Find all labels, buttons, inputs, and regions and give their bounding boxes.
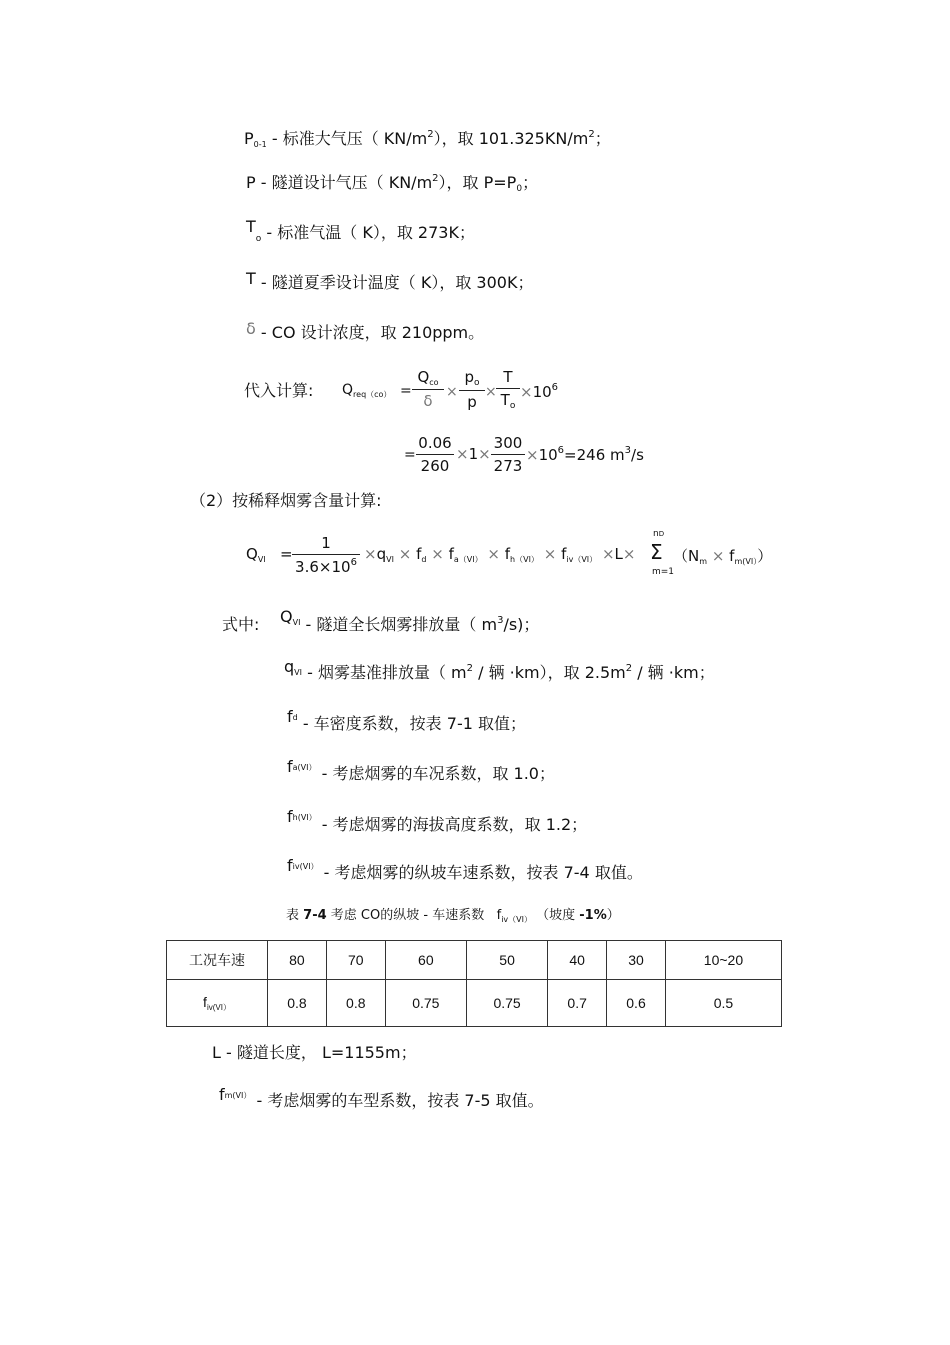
param-dash: - bbox=[260, 323, 267, 342]
def-symbol: f bbox=[287, 707, 293, 726]
def-sup: 2 bbox=[466, 663, 474, 674]
table-cell: 0.8 bbox=[326, 980, 385, 1027]
param-end: ； bbox=[522, 173, 539, 192]
param-delta bbox=[246, 320, 484, 343]
row-label-symbol: f bbox=[203, 993, 207, 1010]
param-sup: 2 bbox=[432, 173, 439, 184]
power-ten bbox=[520, 382, 558, 401]
frac-bar bbox=[496, 388, 520, 389]
times-sign: × bbox=[398, 545, 412, 563]
table-row bbox=[167, 980, 782, 1027]
def-desc: - 考虑烟雾的纵坡车速系数，按表 7-4 取值。 bbox=[323, 863, 643, 882]
coefficient-table bbox=[166, 940, 782, 1027]
caption-num: 7-4 bbox=[303, 908, 327, 923]
ten: 10 bbox=[538, 446, 558, 464]
def-fm bbox=[219, 1082, 544, 1110]
def-qvi-small bbox=[284, 654, 715, 682]
fd-symbol: f bbox=[416, 545, 422, 563]
def-fd bbox=[287, 704, 526, 733]
param-desc: 标准大气压（ KN/m bbox=[282, 129, 428, 148]
def-symbol: q bbox=[284, 657, 295, 676]
fa-sub: a（VI） bbox=[453, 555, 483, 564]
def-desc: - 车密度系数，按表 7-1 取值； bbox=[302, 714, 526, 733]
nm-symbol: （N bbox=[673, 547, 700, 565]
def-symbol: Q bbox=[280, 607, 293, 626]
frac-den-text: 3.6×10 bbox=[295, 558, 351, 576]
param-end: ； bbox=[594, 129, 611, 148]
def-symbol: f bbox=[287, 856, 293, 875]
times-sign: × bbox=[601, 545, 615, 563]
caption-post: （坡度 bbox=[536, 908, 576, 923]
frac-num bbox=[459, 368, 485, 388]
caption-grade: -1% bbox=[579, 908, 607, 923]
calc-lhs-symbol: Q bbox=[342, 382, 354, 398]
sigma-top-sub: D bbox=[658, 530, 665, 538]
param-subscript: 0-1 bbox=[253, 140, 267, 149]
frac-den bbox=[496, 391, 520, 411]
calc-result bbox=[526, 445, 644, 464]
def-desc: - 考虑烟雾的车型系数，按表 7-5 取值。 bbox=[256, 1091, 544, 1110]
def-rest: / 辆 ·km），取 2.5m bbox=[473, 663, 626, 682]
formula2-eq: = bbox=[280, 545, 293, 563]
exponent: 6 bbox=[551, 382, 559, 393]
def-fiv bbox=[287, 853, 643, 882]
formula2-sum-term bbox=[673, 545, 772, 567]
calc2-eq: = bbox=[404, 447, 416, 463]
def-sub: a(VI） bbox=[292, 763, 317, 772]
param-desc: CO 设计浓度，取 210ppm。 bbox=[271, 323, 485, 342]
param-symbol: T bbox=[246, 269, 256, 288]
param-dash: - bbox=[266, 223, 273, 242]
def-symbol: f bbox=[219, 1085, 225, 1104]
param-subscript: o bbox=[255, 234, 262, 244]
param-sup: 2 bbox=[427, 129, 434, 140]
calc-lhs-sub: req（co） bbox=[353, 390, 392, 399]
param-dash: - bbox=[271, 129, 278, 148]
def-sup: 3 bbox=[497, 615, 504, 626]
table-header-cell: 80 bbox=[268, 941, 327, 980]
p-o-symbol: p bbox=[464, 368, 474, 386]
frac-300-273 bbox=[491, 434, 525, 475]
times-sign: × bbox=[622, 545, 636, 563]
def-text bbox=[306, 615, 540, 634]
caption-symbol: f bbox=[496, 908, 502, 923]
def-sub: d bbox=[292, 713, 298, 722]
param-t0 bbox=[246, 217, 475, 244]
times-sign: × bbox=[543, 545, 557, 563]
fh-symbol: f bbox=[504, 545, 511, 563]
table-header-cell: 50 bbox=[466, 941, 547, 980]
formula2-lhs bbox=[246, 545, 266, 564]
frac-qco-delta bbox=[412, 368, 444, 410]
frac-bar bbox=[292, 554, 360, 555]
def-l: L - 隧道长度， L=1155m； bbox=[212, 1043, 417, 1062]
def-desc: - 考虑烟雾的车况系数，取 1.0； bbox=[321, 764, 555, 783]
param-sup2: 2 bbox=[588, 129, 595, 140]
frac-den-sup: 6 bbox=[350, 557, 357, 568]
sigma-symbol: Σ bbox=[650, 540, 663, 564]
frac-formula2 bbox=[292, 534, 360, 576]
def-sub: VI bbox=[292, 618, 301, 627]
close-paren: ） bbox=[757, 547, 773, 565]
defs-label: 式中: bbox=[222, 615, 260, 634]
param-symbol: T bbox=[246, 217, 256, 236]
times-sign: × bbox=[478, 445, 491, 463]
param-desc: 标准气温（ K），取 273K； bbox=[277, 223, 475, 242]
def-desc: - 考虑烟雾的海拔高度系数，取 1.2； bbox=[321, 815, 588, 834]
table-cell: 0.6 bbox=[607, 980, 666, 1027]
sigma-top-n: n bbox=[653, 529, 659, 539]
def-sub: h(VI） bbox=[292, 813, 317, 822]
t-o-sub: o bbox=[509, 401, 516, 411]
fd-sub: d bbox=[421, 555, 427, 564]
table-header-cell: 30 bbox=[607, 941, 666, 980]
formula2-lhs-sub: VI bbox=[257, 555, 266, 564]
param-rest: ），取 101.325KN/m bbox=[433, 129, 589, 148]
frac-t-to bbox=[496, 368, 520, 411]
table-header-cell: 60 bbox=[385, 941, 466, 980]
param-sub: 0 bbox=[516, 184, 523, 194]
frac-den: p bbox=[467, 393, 477, 411]
param-dash: - bbox=[260, 173, 267, 192]
table-row bbox=[167, 941, 782, 980]
times-sign: × bbox=[456, 445, 469, 463]
frac-po-p bbox=[459, 368, 485, 411]
p-o-sub: o bbox=[474, 378, 480, 388]
table-cell: 0.75 bbox=[385, 980, 466, 1027]
def-text bbox=[307, 663, 715, 682]
def-rest: /s)； bbox=[503, 615, 540, 634]
frac-den: 273 bbox=[493, 457, 523, 475]
def-sub: VI bbox=[294, 668, 302, 677]
q-symbol: q bbox=[376, 545, 387, 563]
param-symbol: P bbox=[246, 173, 256, 192]
times-sign: × bbox=[446, 384, 458, 400]
frac-den: δ bbox=[423, 392, 433, 410]
caption-text: 考虑 CO的纵坡 - 车速系数 bbox=[330, 908, 485, 923]
table-row-label bbox=[167, 980, 268, 1027]
calc-lhs bbox=[342, 382, 391, 400]
table-header-cell: 工况车速 bbox=[167, 941, 268, 980]
table-cell: 0.75 bbox=[466, 980, 547, 1027]
ten: 10 bbox=[532, 383, 552, 401]
param-desc: 隧道夏季设计温度（ K），取 300K； bbox=[271, 273, 534, 292]
def-symbol: f bbox=[287, 807, 293, 826]
frac-num: 300 bbox=[493, 434, 523, 452]
def-sub: iv(VI） bbox=[292, 862, 319, 871]
result-sup: 3 bbox=[624, 445, 632, 456]
fm-sub: m(VI） bbox=[734, 557, 758, 566]
def-desc: - 烟雾基准排放量（ m bbox=[307, 663, 467, 682]
row-label-sub: iv(VI） bbox=[206, 1002, 231, 1012]
q-co-sub: co bbox=[429, 378, 439, 387]
fiv-symbol: f bbox=[561, 545, 567, 563]
caption-pre: 表 bbox=[286, 908, 300, 923]
frac-den bbox=[292, 557, 360, 576]
calc-eq: = bbox=[400, 383, 412, 399]
param-rest: ），取 P=P bbox=[438, 173, 517, 192]
fa-symbol: f bbox=[448, 545, 454, 563]
frac-num: T bbox=[503, 368, 513, 386]
fiv-sub: iv（VI） bbox=[566, 555, 598, 564]
def-sup2: 2 bbox=[625, 663, 633, 674]
def-qvi bbox=[280, 604, 540, 634]
result-value: =246 m bbox=[564, 446, 625, 464]
result-unit: /s bbox=[631, 446, 644, 464]
formula2-rhs bbox=[364, 545, 635, 565]
caption-close: ） bbox=[606, 908, 620, 923]
table-caption bbox=[286, 904, 620, 925]
times-sign: × bbox=[526, 446, 539, 464]
table-cell: 0.5 bbox=[665, 980, 781, 1027]
times-sign: × bbox=[364, 545, 377, 563]
frac-num bbox=[412, 368, 444, 387]
fm-symbol: f bbox=[729, 547, 735, 565]
sigma-top bbox=[653, 529, 664, 539]
frac-num: 1 bbox=[321, 534, 331, 552]
q-sub: VI bbox=[386, 555, 394, 564]
t-o-symbol: T bbox=[500, 391, 510, 409]
times-one bbox=[456, 445, 491, 463]
nm-sub: m bbox=[699, 557, 708, 566]
table-header-cell: 70 bbox=[326, 941, 385, 980]
frac-bar bbox=[459, 390, 485, 391]
table-cell: 0.7 bbox=[548, 980, 607, 1027]
exponent: 6 bbox=[557, 445, 565, 456]
frac-006-260 bbox=[416, 434, 454, 475]
times-sign: × bbox=[487, 545, 500, 563]
calc-label: 代入计算: bbox=[244, 381, 314, 400]
param-desc: 隧道设计气压（ KN/m bbox=[271, 173, 433, 192]
def-desc: - 隧道全长烟雾排放量（ m bbox=[305, 615, 498, 634]
table-cell: 0.8 bbox=[268, 980, 327, 1027]
one: 1 bbox=[468, 445, 479, 463]
sigma-bottom: m=1 bbox=[652, 567, 675, 577]
l-symbol: L bbox=[614, 545, 623, 563]
def-symbol: f bbox=[287, 757, 293, 776]
table-header-cell: 10~20 bbox=[665, 941, 781, 980]
frac-bar bbox=[491, 454, 525, 455]
def-end: / 辆 ·km； bbox=[632, 663, 715, 682]
table-header-cell: 40 bbox=[548, 941, 607, 980]
def-fa bbox=[287, 754, 555, 783]
q-co-symbol: Q bbox=[417, 368, 430, 386]
param-p0 bbox=[244, 126, 611, 149]
times-sign: × bbox=[711, 547, 725, 565]
frac-bar bbox=[412, 389, 444, 390]
def-sub: m(VI） bbox=[224, 1091, 252, 1100]
times-sign: × bbox=[520, 383, 533, 401]
frac-bar bbox=[416, 454, 454, 455]
param-symbol: δ bbox=[246, 319, 256, 338]
fh-sub: h（VI） bbox=[510, 555, 539, 564]
param-symbol: P bbox=[244, 129, 254, 148]
section-title: （2）按稀释烟雾含量计算: bbox=[190, 491, 382, 510]
frac-den: 260 bbox=[420, 457, 450, 475]
formula2-lhs-symbol: Q bbox=[246, 545, 258, 563]
frac-num: 0.06 bbox=[418, 434, 452, 452]
param-t bbox=[246, 270, 533, 293]
param-dash: - bbox=[260, 273, 267, 292]
times-sign: × bbox=[431, 545, 444, 563]
param-p bbox=[246, 170, 538, 194]
def-fh bbox=[287, 804, 588, 834]
times-sign: × bbox=[485, 384, 497, 400]
caption-sub: iv（VI） bbox=[501, 915, 532, 924]
